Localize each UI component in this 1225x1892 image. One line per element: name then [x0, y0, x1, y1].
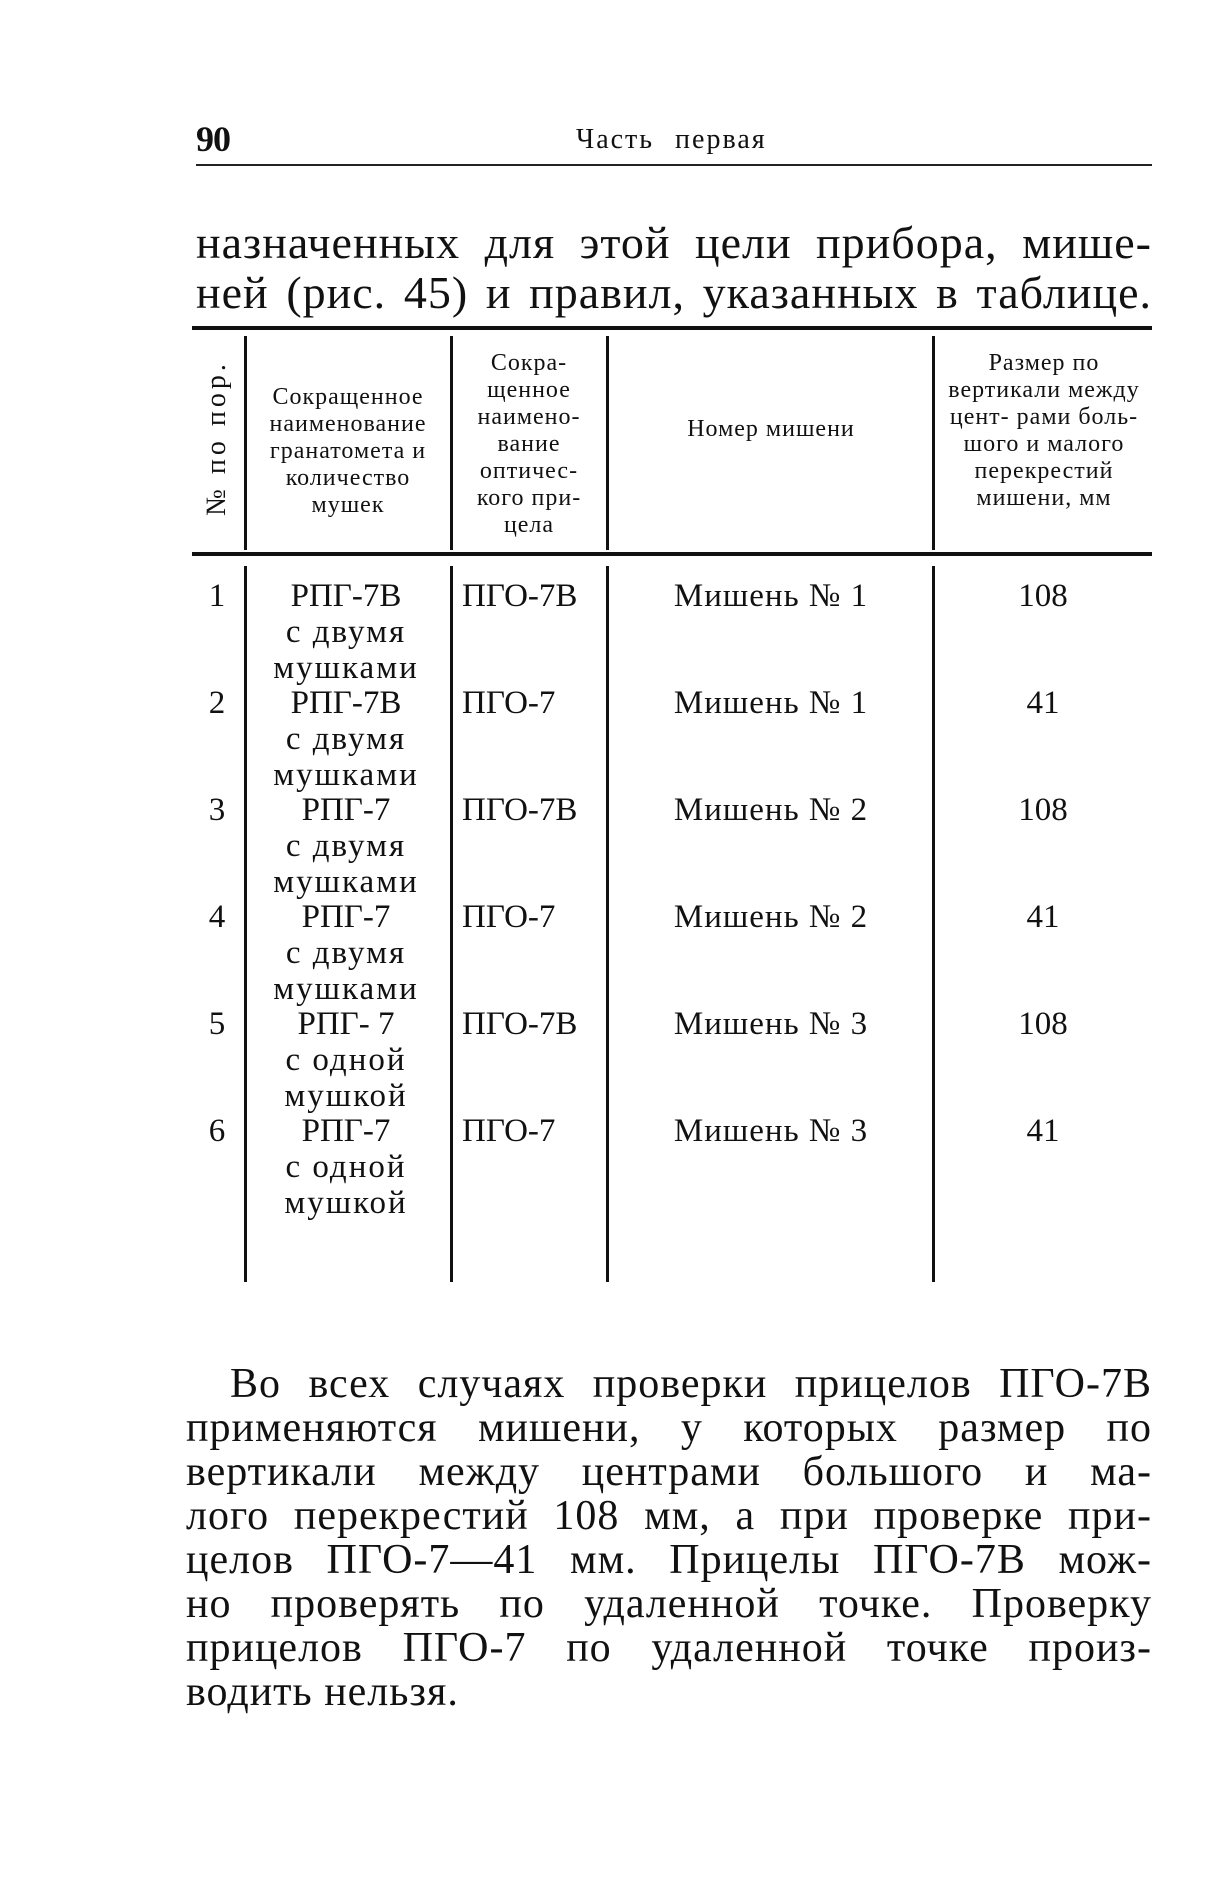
- launcher-sights: мушкой: [284, 1185, 408, 1221]
- row-number: 1: [208, 578, 226, 614]
- row-number: 2: [208, 685, 226, 721]
- row-number: 6: [208, 1113, 226, 1149]
- running-header: [196, 112, 1152, 168]
- size-cell: 41: [1026, 685, 1060, 721]
- target-cell: Мишень № 2: [673, 792, 869, 828]
- size-cell: 108: [1018, 1006, 1068, 1042]
- header-sight: Сокра- щенное наимено- вание оптичес- кого при- цела: [476, 350, 582, 538]
- launcher-name: РПГ-7В: [290, 685, 402, 721]
- header-target: Номер мишени: [687, 416, 855, 442]
- launcher-sights: мушками: [273, 650, 419, 686]
- row-number: 3: [208, 792, 226, 828]
- column-divider: [450, 566, 453, 1282]
- launcher-sights: с двумя: [285, 721, 407, 757]
- closing-paragraph: [186, 1362, 1152, 1714]
- paragraph-line: прицелов ПГО-7 по удаленной точке произ-: [186, 1625, 1152, 1671]
- launcher-sights: с двумя: [285, 935, 407, 971]
- row-number: 4: [208, 899, 226, 935]
- size-cell: 41: [1026, 1113, 1060, 1149]
- header-number: № по пор.: [201, 360, 232, 516]
- table-header-rule: [192, 552, 1152, 556]
- launcher-sights: мушками: [273, 757, 419, 793]
- size-cell: 108: [1018, 792, 1068, 828]
- launcher-name: РПГ-7В: [290, 578, 402, 614]
- header-rule: [196, 164, 1152, 166]
- launcher-cell: [244, 1113, 448, 1221]
- sight-check-table: [192, 326, 1152, 1296]
- target-cell: Мишень № 3: [673, 1006, 869, 1042]
- page-number: 90: [196, 119, 230, 159]
- column-divider: [450, 336, 453, 550]
- target-cell: Мишень № 1: [673, 578, 869, 614]
- paragraph-line: лого перекрестий 108 мм, а при проверке при-: [186, 1493, 1152, 1539]
- launcher-cell: [244, 578, 448, 686]
- header-size: Размер по вертикали между цент- рами боль- шого и малого перекрестий мишени, мм: [948, 350, 1140, 511]
- sight-cell: ПГО-7: [462, 685, 556, 721]
- launcher-sights: с одной: [285, 1149, 407, 1185]
- launcher-name: РПГ-7: [301, 899, 391, 935]
- launcher-sights: с одной: [285, 1042, 407, 1078]
- column-divider: [932, 336, 935, 550]
- launcher-name: РПГ-7: [301, 792, 391, 828]
- sight-cell: ПГО-7В: [462, 578, 578, 614]
- size-cell: 41: [1026, 899, 1060, 935]
- column-divider: [606, 336, 609, 550]
- launcher-cell: [244, 899, 448, 1007]
- launcher-cell: [244, 1006, 448, 1114]
- paragraph-line: вертикали между центрами большого и ма-: [186, 1449, 1152, 1495]
- paragraph-line: водить нельзя.: [186, 1669, 459, 1715]
- intro-line: ней (рис. 45) и правил, указанных в таблице.: [196, 267, 1152, 318]
- paragraph-line: но проверять по удаленной точке. Проверку: [186, 1581, 1152, 1627]
- launcher-cell: [244, 685, 448, 793]
- header-launcher: Сокращенное наименование гранатомета и количество мушек: [269, 384, 427, 518]
- launcher-sights: с двумя: [285, 828, 407, 864]
- column-divider: [244, 336, 247, 550]
- launcher-cell: [244, 792, 448, 900]
- intro-line: назначенных для этой цели прибора, мише-: [196, 217, 1152, 268]
- launcher-name: РПГ-7: [301, 1113, 391, 1149]
- paragraph-line: применяются мишени, у которых размер по: [186, 1405, 1152, 1451]
- launcher-name: РПГ- 7: [297, 1006, 395, 1042]
- launcher-sights: мушками: [273, 864, 419, 900]
- launcher-sights: мушками: [273, 971, 419, 1007]
- sight-cell: ПГО-7В: [462, 792, 578, 828]
- target-cell: Мишень № 2: [673, 899, 869, 935]
- target-cell: Мишень № 3: [673, 1113, 869, 1149]
- table-top-rule: [192, 326, 1152, 330]
- paragraph-line: Во всех случаях проверки прицелов ПГО-7В: [230, 1361, 1152, 1407]
- paragraph-line: целов ПГО-7—41 мм. Прицелы ПГО-7В мож-: [186, 1537, 1152, 1583]
- sight-cell: ПГО-7: [462, 899, 556, 935]
- target-cell: Мишень № 1: [673, 685, 869, 721]
- launcher-sights: с двумя: [285, 614, 407, 650]
- size-cell: 108: [1018, 578, 1068, 614]
- row-number: 5: [208, 1006, 226, 1042]
- sight-cell: ПГО-7В: [462, 1006, 578, 1042]
- running-title: Часть первая: [576, 124, 767, 155]
- launcher-sights: мушкой: [284, 1078, 408, 1114]
- intro-paragraph: [196, 218, 1152, 318]
- sight-cell: ПГО-7: [462, 1113, 556, 1149]
